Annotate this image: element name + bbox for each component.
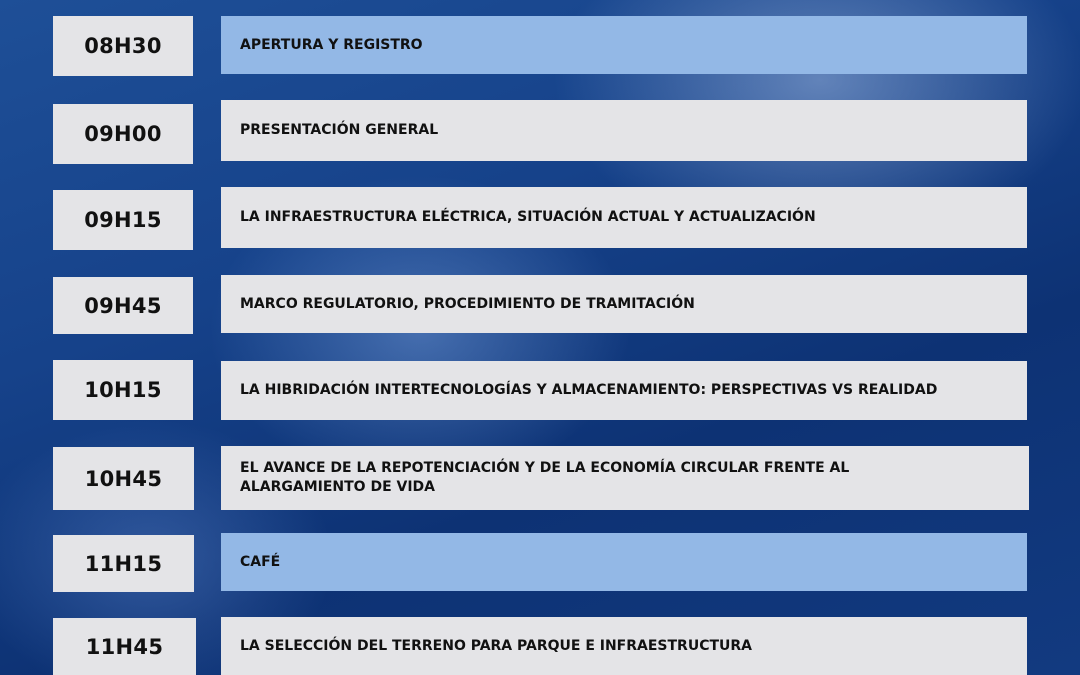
agenda-title	[221, 617, 1027, 675]
agenda-title	[221, 16, 1027, 74]
agenda-time: 10H15	[53, 360, 193, 420]
agenda-title	[221, 446, 1029, 510]
agenda-title	[221, 275, 1027, 333]
agenda-title	[221, 361, 1027, 420]
agenda-title-text: CAFÉ	[240, 553, 281, 570]
agenda-title-text: EL AVANCE DE LA REPOTENCIACIÓN Y DE LA ECONOMÍA CIRCULAR FRENTE AL ALARGAMIENTO DE VIDA	[240, 460, 850, 495]
agenda-title-text: LA INFRAESTRUCTURA ELÉCTRICA, SITUACIÓN ACTUAL Y ACTUALIZACIÓN	[240, 209, 816, 225]
agenda-time: 09H15	[53, 190, 193, 250]
agenda-time: 11H15	[53, 535, 194, 592]
agenda-title-text: MARCO REGULATORIO, PROCEDIMIENTO DE TRAMITACIÓN	[240, 295, 695, 312]
agenda-time: 11H45	[53, 618, 196, 675]
agenda-title-text: LA HIBRIDACIÓN INTERTECNOLOGÍAS Y ALMACENAMIENTO: PERSPECTIVAS VS REALIDAD	[240, 382, 938, 398]
agenda-time: 09H45	[53, 277, 193, 334]
agenda-time: 09H00	[53, 104, 193, 164]
agenda-time: 10H45	[53, 447, 194, 510]
agenda-title-text: PRESENTACIÓN GENERAL	[240, 122, 439, 138]
agenda-title-text: APERTURA Y REGISTRO	[240, 36, 423, 53]
agenda-time: 08H30	[53, 16, 193, 76]
agenda-title	[221, 187, 1027, 248]
agenda-title	[221, 533, 1027, 591]
agenda-title-text: LA SELECCIÓN DEL TERRENO PARA PARQUE E INFRAESTRUCTURA	[240, 637, 753, 654]
agenda-title	[221, 100, 1027, 161]
